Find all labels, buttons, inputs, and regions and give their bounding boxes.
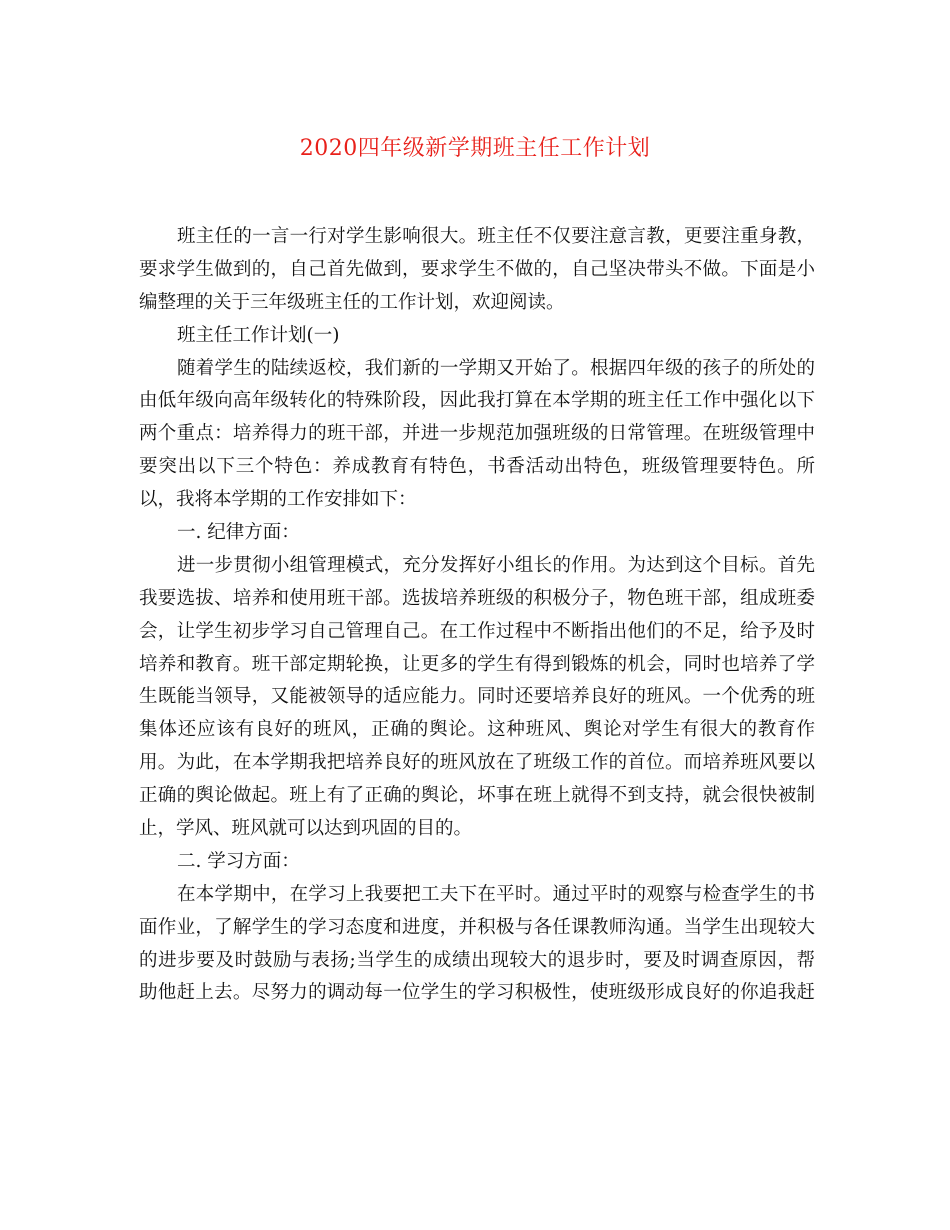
document-body [139,221,815,1010]
document-title: 2020四年级新学期班主任工作计划 [299,136,651,161]
text-line: 的进步要及时鼓励与表扬;当学生的成绩出现较大的退步时，要及时调查原因，帮 [139,949,815,971]
text-line: 集体还应该有良好的班风，正确的舆论。这种班风、舆论对学生有很大的教育作 [139,719,815,741]
text-line: 生既能当领导，又能被领导的适应能力。同时还要培养良好的班风。一个优秀的班 [139,686,815,708]
text-line: 班主任的一言一行对学生影响很大。班主任不仅要注意言教，更要注重身教， [177,226,815,247]
text-line: 培养和教育。班干部定期轮换，让更多的学生有得到锻炼的机会，同时也培养了学 [139,653,815,675]
text-line: 会，让学生初步学习自己管理自己。在工作过程中不断指出他们的不足，给予及时 [139,620,815,642]
text-line: 止，学风、班风就可以达到巩固的目的。 [139,818,473,840]
text-line: 正确的舆论做起。班上有了正确的舆论，坏事在班上就得不到支持，就会很快被制 [139,785,815,807]
text-line: 班主任工作计划(一) [177,324,340,346]
text-line: 要求学生做到的，自己首先做到，要求学生不做的，自己坚决带头不做。下面是小 [139,258,815,280]
text-line: 二. 学习方面： [177,850,300,872]
text-line: 编整理的关于三年级班主任的工作计划，欢迎阅读。 [139,291,565,313]
text-line: 要突出以下三个特色：养成教育有特色，书香活动出特色，班级管理要特色。所 [139,456,815,478]
text-line: 我要选拔、培养和使用班干部。选拔培养班级的积极分子，物色班干部，组成班委 [139,587,815,609]
text-line: 两个重点：培养得力的班干部，并进一步规范加强班级的日常管理。在班级管理中 [139,423,815,445]
text-line: 由低年级向高年级转化的特殊阶段，因此我打算在本学期的班主任工作中强化以下 [139,390,815,412]
text-line: 在本学期中，在学习上我要把工夫下在平时。通过平时的观察与检查学生的书 [177,883,815,905]
text-line: 以，我将本学期的工作安排如下： [139,489,417,511]
text-line: 进一步贯彻小组管理模式，充分发挥好小组长的作用。为达到这个目标。首先 [177,554,815,576]
text-line: 一. 纪律方面： [177,522,300,544]
text-line: 面作业，了解学生的学习态度和进度，并积极与各任课教师沟通。当学生出现较大 [139,916,815,938]
text-line: 助他赶上去。尽努力的调动每一位学生的学习积极性，使班级形成良好的你追我赶 [139,982,815,1004]
text-line: 随着学生的陆续返校，我们新的一学期又开始了。根据四年级的孩子的所处的 [177,357,815,379]
text-line: 用。为此，在本学期我把培养良好的班风放在了班级工作的首位。而培养班风要以 [139,752,815,774]
